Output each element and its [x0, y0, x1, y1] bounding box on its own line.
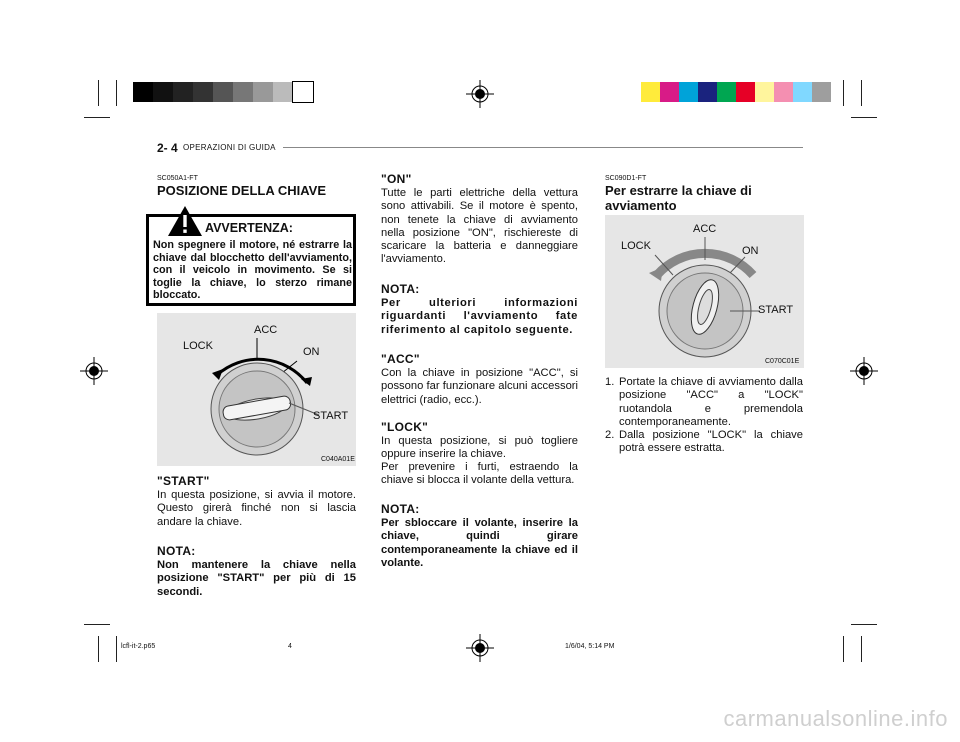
ignition-figure: [157, 313, 356, 466]
acc-heading: "ACC": [381, 352, 420, 366]
lock-text: In questa posizione, si può togliere oppure inserire la chiave.: [381, 435, 578, 461]
crop-mark: [98, 80, 99, 106]
crop-mark: [84, 624, 110, 625]
fig-label-on: ON: [303, 346, 320, 358]
section-code: SC050A1-FT: [157, 175, 198, 182]
lock-text: Per prevenire i furti, estraendo la chiave si blocca il volante della vettura.: [381, 461, 578, 487]
crop-mark: [851, 117, 877, 118]
color-swatch: [698, 82, 717, 102]
on-text: Tutte le parti elettriche della vettura sono attivabili. Se il motore è spento, non tenete la chiave di avviamento nella posizione "ON", rischiereste di scaricare la batteria e danneggiare l'avviamento.: [381, 187, 578, 266]
key-removal-figure: [605, 215, 804, 368]
start-heading: "START": [157, 474, 210, 488]
crop-mark: [84, 117, 110, 118]
nota-heading: NOTA:: [381, 502, 420, 516]
color-swatch: [213, 82, 233, 102]
registration-mark-right: [850, 357, 878, 385]
color-swatch: [660, 82, 679, 102]
fig-label-acc: ACC: [254, 324, 278, 336]
fig-label-start: START: [758, 304, 794, 316]
color-swatch: [193, 82, 213, 102]
warning-box: [146, 214, 356, 306]
color-swatch: [153, 82, 173, 102]
color-swatch: [736, 82, 755, 102]
start-text: In questa posizione, si avvia il motore. Questo girerà finché non si lascia andare la chiave.: [157, 489, 356, 528]
nota-heading: NOTA:: [157, 544, 196, 558]
crop-mark: [861, 636, 862, 662]
section-code: SC090D1-FT: [605, 175, 647, 182]
fig-label-lock: LOCK: [621, 240, 651, 252]
crop-mark: [116, 80, 117, 106]
color-swatch: [253, 82, 273, 102]
section-heading: POSIZIONE DELLA CHIAVE: [157, 183, 327, 198]
fig-label-start: START: [313, 410, 349, 422]
color-swatch: [133, 82, 153, 102]
fig-label-lock: LOCK: [183, 340, 213, 352]
header-rule: [283, 147, 803, 148]
color-swatch: [273, 82, 293, 102]
watermark: carmanualsonline.info: [723, 706, 948, 731]
figure-code: C070C01E: [765, 358, 800, 365]
crop-mark: [98, 636, 99, 662]
footer-page: 4: [288, 643, 292, 650]
step-text: Portate la chiave di avviamento dalla posizione "ACC" a "LOCK" ruotandola e premendola contemporaneamente.: [619, 376, 803, 428]
section-heading: Per estrarre la chiave di avviamento: [605, 183, 752, 213]
nota-heading: NOTA:: [381, 282, 420, 296]
acc-text: Con la chiave in posizione "ACC", si possono far funzionare alcuni accessori elettrici (radio, ecc.).: [381, 367, 578, 406]
figure-code: C040A01E: [321, 456, 355, 463]
color-swatch: [173, 82, 193, 102]
footer-date: 1/6/04, 5:14 PM: [565, 643, 615, 650]
crop-mark: [843, 80, 844, 106]
registration-mark-bottom: [466, 634, 494, 662]
registration-mark-top: [466, 80, 494, 108]
color-swatch: [774, 82, 793, 102]
on-heading: "ON": [381, 172, 412, 186]
step-number: 2.: [605, 429, 615, 441]
step-text: Dalla posizione "LOCK" la chiave potrà essere estratta.: [619, 429, 803, 455]
crop-mark: [116, 636, 117, 662]
color-swatch: [233, 82, 253, 102]
warning-title: AVVERTENZA:: [205, 221, 293, 235]
color-swatch: [293, 82, 313, 102]
section-title: OPERAZIONI DI GUIDA: [183, 143, 276, 152]
color-swatch: [717, 82, 736, 102]
crop-mark: [851, 624, 877, 625]
color-swatch: [793, 82, 812, 102]
color-swatch: [755, 82, 774, 102]
lock-heading: "LOCK": [381, 420, 429, 434]
color-swatch: [679, 82, 698, 102]
crop-mark: [843, 636, 844, 662]
color-swatch: [812, 82, 831, 102]
step-number: 1.: [605, 376, 615, 388]
warning-icon: [167, 205, 203, 237]
fig-label-on: ON: [742, 245, 759, 257]
registration-mark-left: [80, 357, 108, 385]
warning-text: Non spegnere il motore, né estrarre la chiave dal blocchetto dell'avviamento, con il veicolo in movimento. Se si toglie la chiave, lo sterzo rimane bloccato.: [153, 239, 352, 302]
color-swatch: [641, 82, 660, 102]
crop-mark: [861, 80, 862, 106]
nota-text: Non mantenere la chiave nella posizione "START" per più di 15 secondi.: [157, 559, 356, 598]
nota-text: Per ulteriori informazioni riguardanti l'avviamento fate riferimento al capitolo seguente.: [381, 297, 578, 336]
ignition-key-drawing: [605, 215, 804, 368]
nota-text: Per sbloccare il volante, inserire la chiave, quindi girare contemporaneamente la chiave ed il volante.: [381, 517, 578, 569]
page-number: 2- 4: [157, 141, 178, 155]
fig-label-acc: ACC: [693, 223, 717, 235]
footer-file: lcfl-it-2.p65: [121, 643, 156, 650]
